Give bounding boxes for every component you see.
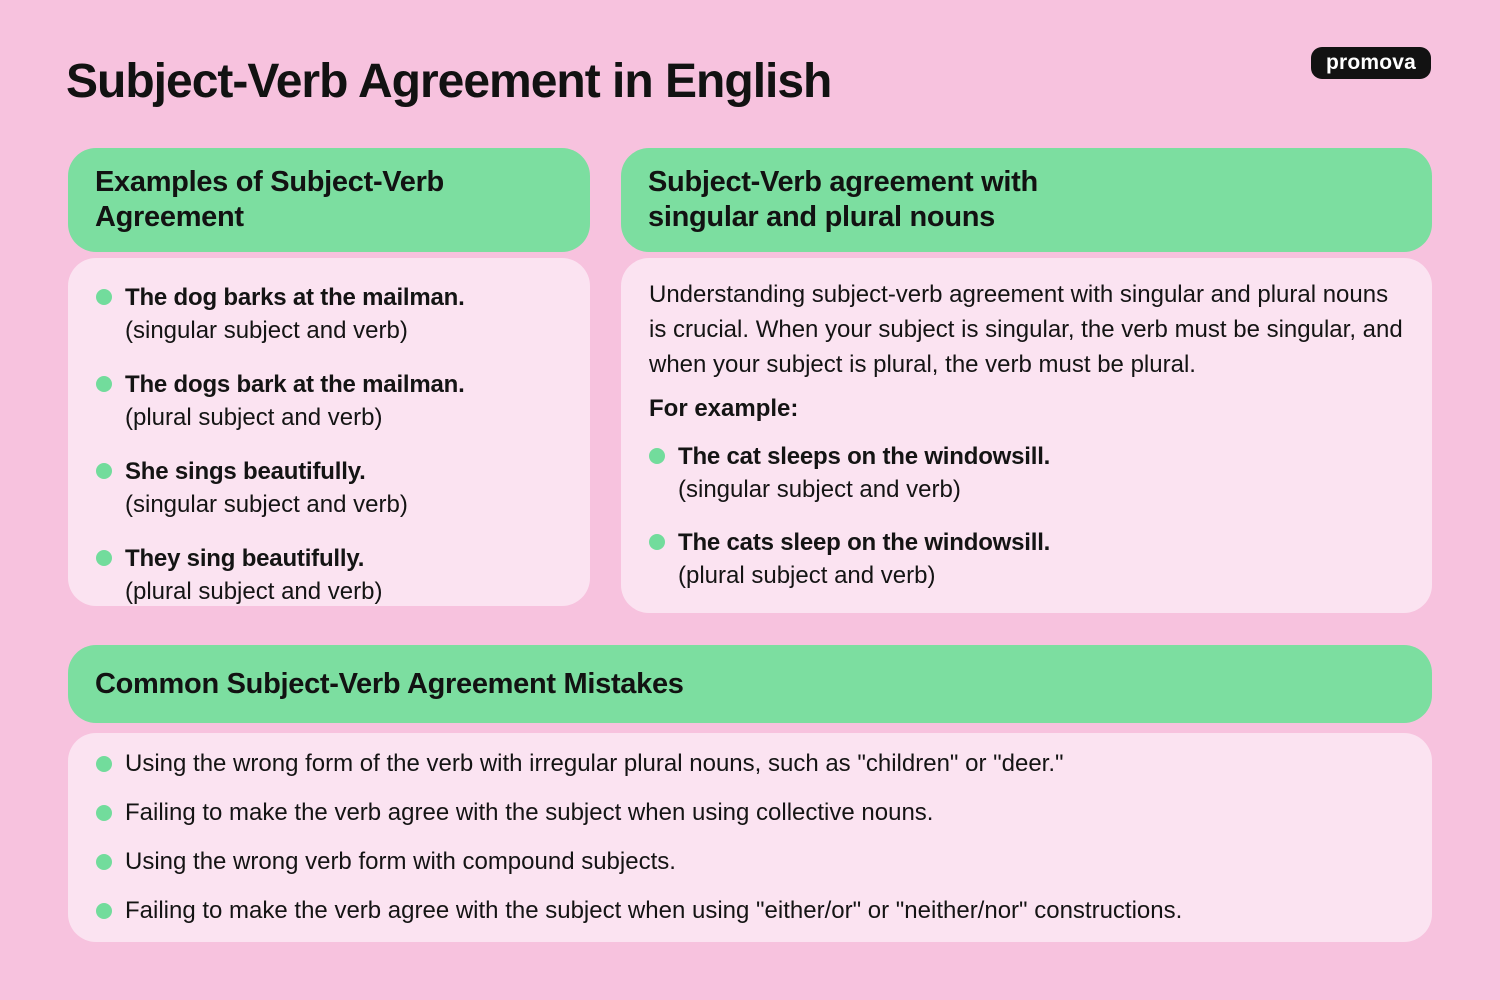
mistake-text: Using the wrong verb form with compound subjects.	[125, 848, 676, 875]
explanation-paragraph: Understanding subject-verb agreement with singular and plural nouns is crucial. When your subject is singular, the verb must be singular, and when your subject is plural, the verb must be plural.	[649, 281, 1403, 378]
singular-plural-card-header	[621, 148, 1432, 252]
example-sentence: The dog barks at the mailman.	[125, 284, 465, 311]
list-item-text	[678, 526, 1050, 592]
mistakes-card-body	[68, 733, 1432, 942]
list-item-text	[125, 455, 408, 521]
bullet-dot-icon	[96, 289, 112, 305]
example-note: (singular subject and verb)	[125, 317, 408, 344]
mistake-text: Failing to make the verb agree with the subject when using collective nouns.	[125, 799, 934, 826]
list-item	[96, 798, 1404, 828]
list-item	[649, 526, 1404, 592]
bullet-dot-icon	[96, 805, 112, 821]
bullet-dot-icon	[96, 550, 112, 566]
list-item	[96, 749, 1404, 779]
example-sentence: The cats sleep on the windowsill.	[678, 529, 1051, 556]
bullet-dot-icon	[649, 448, 665, 464]
list-item-text	[125, 542, 382, 608]
mistakes-card-header	[68, 645, 1432, 723]
list-item	[649, 440, 1404, 506]
mistake-text: Using the wrong form of the verb with irregular plural nouns, such as "children" or "deer."	[125, 750, 1064, 777]
example-sentence: They sing beautifully.	[125, 545, 365, 572]
mistakes-title: Common Subject-Verb Agreement Mistakes	[95, 667, 684, 700]
examples-card-header	[68, 148, 590, 252]
bullet-dot-icon	[96, 756, 112, 772]
bullet-dot-icon	[96, 463, 112, 479]
singular-plural-card-body	[621, 258, 1432, 613]
promova-logo-text: promova	[1325, 51, 1417, 74]
bullet-dot-icon	[96, 854, 112, 870]
bullet-dot-icon	[96, 376, 112, 392]
list-item	[96, 847, 1404, 877]
example-note: (singular subject and verb)	[678, 476, 961, 503]
promova-logo	[1311, 47, 1431, 79]
list-item-text	[678, 440, 1050, 506]
mistake-text: Failing to make the verb agree with the subject when using "either/or" or "neither/nor" constructions.	[125, 897, 1183, 924]
examples-card-body	[68, 258, 590, 606]
list-item-text	[125, 281, 465, 347]
examples-title-line-2: Agreement	[95, 201, 244, 233]
example-sentence: The dogs bark at the mailman.	[125, 371, 465, 398]
list-item	[96, 368, 562, 434]
bullet-dot-icon	[96, 903, 112, 919]
example-note: (singular subject and verb)	[125, 491, 408, 518]
list-item	[96, 281, 562, 347]
example-sentence: The cat sleeps on the windowsill.	[678, 443, 1051, 470]
list-item	[96, 542, 562, 608]
list-item	[96, 896, 1404, 926]
singular-plural-title-line-1: Subject-Verb agreement with	[648, 166, 1038, 198]
list-item	[96, 455, 562, 521]
singular-plural-title-line-2: singular and plural nouns	[648, 201, 995, 233]
page-title: Subject-Verb Agreement in English	[66, 55, 832, 108]
list-item-text	[125, 368, 465, 434]
example-note: (plural subject and verb)	[125, 404, 383, 431]
example-note: (plural subject and verb)	[125, 578, 383, 605]
example-note: (plural subject and verb)	[678, 562, 936, 589]
example-sentence: She sings beautifully.	[125, 458, 366, 485]
bullet-dot-icon	[649, 534, 665, 550]
for-example-label: For example:	[649, 395, 799, 422]
examples-title-line-1: Examples of Subject-Verb	[95, 166, 444, 198]
